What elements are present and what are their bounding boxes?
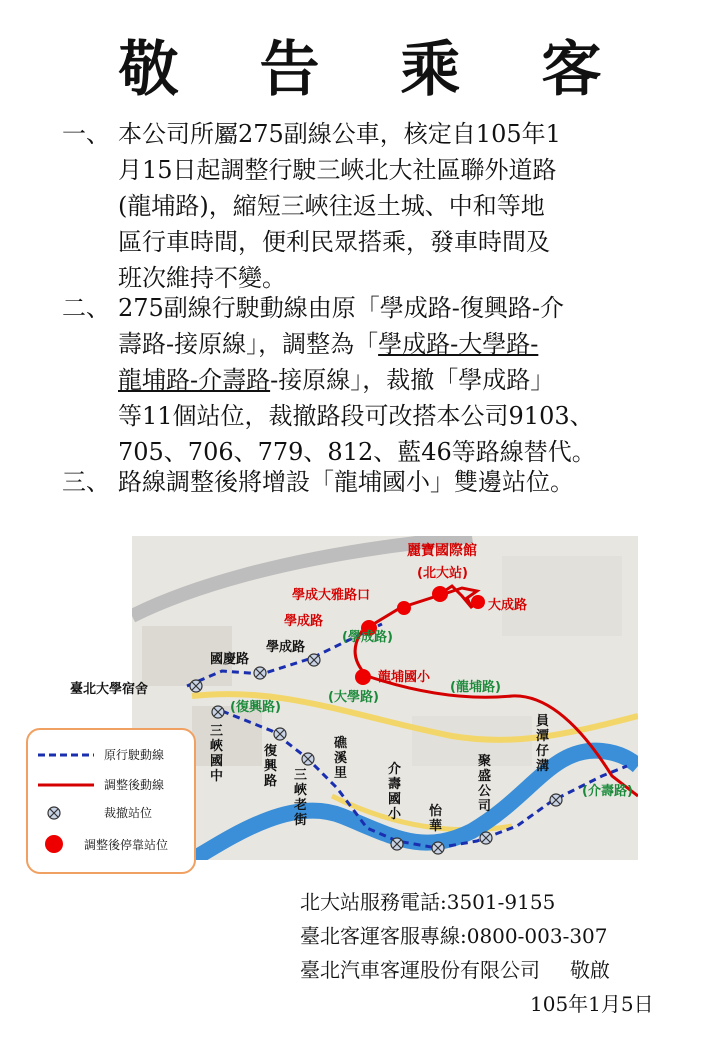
removed-stop-marker	[432, 842, 444, 854]
paragraph-number: 二、	[62, 294, 110, 322]
removed-stop-marker	[550, 794, 562, 806]
stop-label-jiaoxi: 礁溪里	[334, 736, 348, 781]
paragraph-text: 本公司所屬275副線公車，核定自105年1 月15日起調整行駛三峽北大社區聯外道路 (龍埔路)，縮短三峽往返土城、中和等地 區行車時間，便利民眾搭乘，發車時間及 班次維持不變。	[118, 120, 561, 292]
road-label-longpu: (龍埔路)	[450, 680, 501, 695]
footer-company: 臺北汽車客運股份有限公司	[300, 958, 540, 982]
stop-label-fuxing: 復興路	[264, 744, 278, 789]
stop-label-yihua: 怡華	[429, 804, 443, 834]
stop-label-beida: (北大站)	[417, 566, 468, 581]
removed-stop-marker	[391, 838, 403, 850]
paragraph-text-b: -接原線」，裁撤「學成路」 等11個站位，裁撤路段可改搭本公司9103、 705、706、779、812、藍46等路線替代。	[118, 366, 596, 466]
stop-label-dacheng: 大成路	[488, 598, 528, 613]
stop-label-guoqing: 國慶路	[210, 652, 250, 667]
new-stop-marker	[471, 595, 485, 609]
new-stop-marker	[355, 669, 371, 685]
legend-new-stop	[38, 834, 168, 854]
paragraph-2	[62, 290, 677, 470]
paragraph-text	[118, 290, 677, 470]
stop-label-jusheng: 聚盛公司	[478, 754, 492, 814]
stop-label-dorm: 臺北大學宿舍	[70, 682, 149, 697]
removed-stop-marker	[274, 728, 286, 740]
stop-label-xuecheng-old: 學成路	[266, 640, 306, 655]
footer-phone: 北大站服務電話:3501-9155	[300, 890, 556, 914]
removed-stop-marker	[480, 832, 492, 844]
new-route-underlined: 學成路-大學路- 龍埔路-介壽路	[118, 330, 539, 394]
stop-label-longpu: 龍埔國小	[378, 670, 431, 685]
legend-new-stop-label: 調整後停靠站位	[84, 837, 169, 852]
paragraph-text-a: 275副線行駛動線由原「學成路-復興路-介 壽路-接原線」，調整為「	[118, 294, 565, 358]
paragraph-text: 路線調整後將增設「龍埔國小」雙邊站位。	[118, 468, 574, 496]
new-stop-marker	[432, 586, 448, 602]
legend-new-route-label: 調整後動線	[104, 778, 165, 792]
map-block	[192, 706, 262, 766]
paragraph-number: 一、	[62, 120, 110, 148]
road-label-xuecheng: (學成路)	[342, 630, 393, 645]
map-legend	[26, 728, 196, 874]
footer-sign: 敬啟	[570, 958, 610, 982]
removed-stop-marker	[212, 706, 224, 718]
removed-stop-marker	[190, 680, 202, 692]
removed-stop-marker	[308, 654, 320, 666]
footer-company-line	[300, 954, 610, 983]
route-map	[132, 536, 638, 860]
stop-label-sanxia-jr: 三峽國中	[210, 724, 224, 784]
paragraph-3	[62, 464, 677, 500]
paragraph-number: 三、	[62, 468, 110, 496]
legend-old-route	[38, 746, 164, 763]
stop-label-oldstreet: 三峽老街	[294, 768, 308, 828]
stop-label-xuecheng-new: 學成路	[284, 614, 324, 629]
road-label-daxue: (大學路)	[328, 690, 379, 705]
paragraph-1	[62, 116, 677, 296]
route-map-svg	[132, 536, 638, 860]
stop-label-xuecheng-daya: 學成大雅路口	[292, 588, 371, 603]
road-label-jieshou: (介壽路)	[582, 784, 633, 799]
road-label-fuxing: (復興路)	[230, 700, 281, 715]
stop-label-lipao: 麗寶國際館	[407, 543, 477, 559]
stop-label-yuantan: 員潭仔溝	[536, 714, 550, 774]
footer-hotline: 臺北客運客服專線:0800-003-307	[300, 924, 608, 948]
legend-removed-label: 裁撤站位	[104, 806, 153, 820]
footer-date: 105年1月5日	[530, 992, 654, 1016]
stop-label-jieshou-elem: 介壽國小	[388, 762, 402, 822]
legend-old-route-label: 原行駛動線	[104, 748, 165, 762]
new-stop-marker	[397, 601, 411, 615]
removed-stop-marker	[254, 667, 266, 679]
legend-removed	[38, 804, 152, 821]
removed-stop-marker	[302, 753, 314, 765]
legend-new-route	[38, 776, 164, 793]
page-title: 敬 告 乘 客	[118, 35, 632, 105]
